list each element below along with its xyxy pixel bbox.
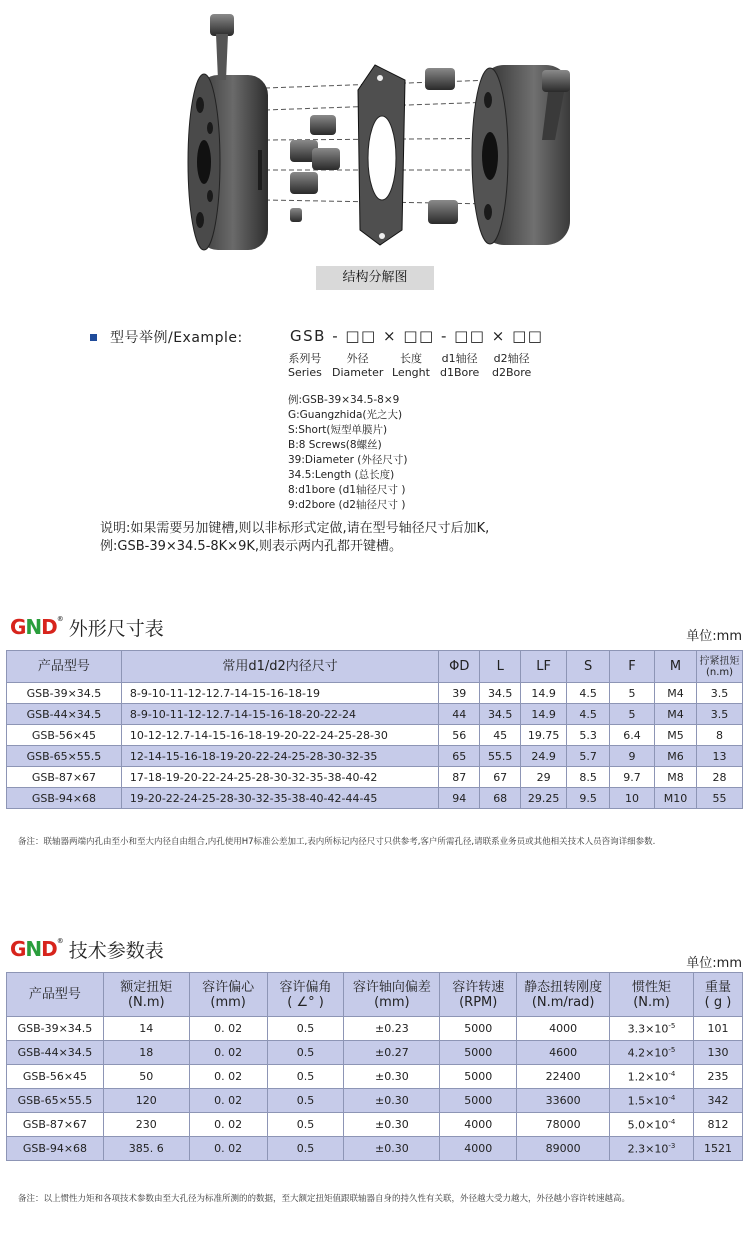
technical-section-title (10, 935, 164, 963)
cell-f: 5 (610, 704, 655, 725)
note-line: B:8 Screws(8螺丝) (288, 439, 382, 451)
cell-torque: 50 (103, 1065, 189, 1089)
inertia-base: 2.3×10 (627, 1142, 669, 1156)
header-line: 静态扭转刚度 (524, 979, 603, 995)
col-stiffness (517, 973, 610, 1017)
cell-f: 5 (610, 683, 655, 704)
remark-line: 说明:如果需要另加键槽,则以非标形式定做,请在型号轴径尺寸后加K, (100, 521, 490, 536)
cell-s: 8.5 (567, 767, 610, 788)
technical-footnote: 备注：以上惯性力矩和各项技术参数由至大孔径为标准所测的的数据，至大额定扭矩值跟联轴器自身的持久性有关联，外径越大受力越大，外径越小容许转速越高。 (18, 1194, 631, 1204)
left-hub (188, 74, 268, 250)
col-angle (267, 973, 344, 1017)
col-eccentricity (189, 973, 267, 1017)
cell-weight: 235 (693, 1065, 742, 1089)
cell-model: GSB-94×68 (7, 788, 122, 809)
cell-s: 9.5 (567, 788, 610, 809)
cell-speed: 5000 (440, 1089, 517, 1113)
legend-en: d2Bore (492, 366, 532, 379)
table-row (7, 1089, 743, 1113)
cell-model: GSB-87×67 (7, 767, 122, 788)
cell-t: 8 (696, 725, 742, 746)
cell-weight: 1521 (693, 1137, 742, 1161)
cell-axial: ±0.30 (344, 1137, 440, 1161)
cell-od: 87 (439, 767, 480, 788)
cell-model: GSB-87×67 (7, 1113, 104, 1137)
col-l: L (480, 651, 521, 683)
code-notes (288, 393, 407, 513)
cell-bores: 8-9-10-11-12-12.7-14-15-16-18-20-22-24 (121, 704, 438, 725)
cell-m: M4 (655, 704, 697, 725)
note-line: G:Guangzhida(光之大) (288, 409, 403, 421)
cell-lf: 29 (521, 767, 567, 788)
col-inertia (610, 973, 694, 1017)
logo-d: D (41, 615, 57, 639)
legend-en: d1Bore (440, 366, 480, 379)
note-line: 9:d2bore (d2轴径尺寸 ) (288, 499, 406, 511)
cell-model: GSB-39×34.5 (7, 1017, 104, 1041)
example-heading: 型号举例/Example: (110, 330, 243, 346)
cell-t: 28 (696, 767, 742, 788)
diagram-caption: 结构分解图 (316, 266, 434, 290)
cell-stiff: 78000 (517, 1113, 610, 1137)
cell-torque: 230 (103, 1113, 189, 1137)
cell-weight: 101 (693, 1017, 742, 1041)
cell-od: 94 (439, 788, 480, 809)
cell-t: 55 (696, 788, 742, 809)
inertia-exponent: -4 (668, 1093, 676, 1102)
col-torque (696, 651, 742, 683)
cell-t: 3.5 (696, 704, 742, 725)
cell-ang: 0.5 (267, 1113, 344, 1137)
inertia-exponent: -5 (668, 1045, 676, 1054)
note-line: 39:Diameter (外径尺寸) (288, 454, 408, 466)
dimensions-section-title (10, 613, 164, 641)
cell-f: 9.7 (610, 767, 655, 788)
logo-g: G (10, 937, 26, 961)
clamp-screw (210, 14, 234, 80)
cell-od: 56 (439, 725, 480, 746)
remark-line: 例:GSB-39×34.5-8K×9K,则表示两内孔都开键槽。 (100, 539, 403, 554)
cell-stiff: 22400 (517, 1065, 610, 1089)
header-line: 额定扭矩 (120, 979, 173, 995)
bullet-square-icon (90, 334, 97, 341)
cell-ecc: 0. 02 (189, 1041, 267, 1065)
table-row (7, 746, 743, 767)
cell-lf: 19.75 (521, 725, 567, 746)
cell-inertia (610, 1089, 694, 1113)
cell-m: M10 (655, 788, 697, 809)
col-lf: LF (521, 651, 567, 683)
diaphragm-disc (358, 65, 405, 245)
inertia-exponent: -4 (668, 1069, 676, 1078)
cell-ang: 0.5 (267, 1041, 344, 1065)
header-line: (mm) (210, 994, 246, 1010)
legend-diameter (332, 352, 383, 380)
cell-l: 55.5 (480, 746, 521, 767)
col-bores: 常用d1/d2内径尺寸 (121, 651, 438, 683)
table-row (7, 788, 743, 809)
inertia-exponent: -3 (668, 1141, 676, 1150)
section-title-text: 外形尺寸表 (68, 617, 164, 640)
cell-lf: 14.9 (521, 704, 567, 725)
note-line: 8:d1bore (d1轴径尺寸 ) (288, 484, 406, 496)
table-row (7, 704, 743, 725)
logo-n: N (25, 937, 42, 961)
gnd-logo (10, 937, 63, 961)
cell-torque: 120 (103, 1089, 189, 1113)
table-row (7, 1137, 743, 1161)
header-line: 拧紧扭矩 (699, 655, 740, 667)
cell-lf: 14.9 (521, 683, 567, 704)
cell-s: 4.5 (567, 683, 610, 704)
header-line: (N.m) (633, 994, 670, 1010)
cell-lf: 24.9 (521, 746, 567, 767)
cell-bores: 17-18-19-20-22-24-25-28-30-32-35-38-40-42 (121, 767, 438, 788)
cell-model: GSB-94×68 (7, 1137, 104, 1161)
cell-f: 10 (610, 788, 655, 809)
exploded-view-diagram (170, 0, 590, 258)
header-line: ( g ) (704, 994, 732, 1010)
cell-f: 9 (610, 746, 655, 767)
cell-s: 5.3 (567, 725, 610, 746)
table-header-row (7, 651, 743, 683)
cell-m: M8 (655, 767, 697, 788)
table-row (7, 1017, 743, 1041)
cell-ecc: 0. 02 (189, 1113, 267, 1137)
cell-t: 13 (696, 746, 742, 767)
cell-inertia (610, 1017, 694, 1041)
inertia-base: 1.5×10 (627, 1094, 669, 1108)
keyway-remarks (100, 520, 489, 556)
cell-inertia (610, 1041, 694, 1065)
logo-n: N (25, 615, 42, 639)
cell-s: 5.7 (567, 746, 610, 767)
cell-weight: 130 (693, 1041, 742, 1065)
legend-length (392, 352, 430, 380)
cell-speed: 4000 (440, 1113, 517, 1137)
cell-inertia (610, 1137, 694, 1161)
cell-bores: 10-12-12.7-14-15-16-18-19-20-22-24-25-28-30 (121, 725, 438, 746)
cell-stiff: 33600 (517, 1089, 610, 1113)
cell-speed: 4000 (440, 1137, 517, 1161)
inertia-base: 5.0×10 (627, 1118, 669, 1132)
header-line: (N.m/rad) (531, 994, 595, 1010)
cell-od: 65 (439, 746, 480, 767)
header-line: 容许偏心 (202, 979, 255, 995)
cell-model: GSB-56×45 (7, 1065, 104, 1089)
legend-en: Series (288, 366, 322, 379)
note-line: 例:GSB-39×34.5-8×9 (288, 394, 400, 406)
cell-m: M5 (655, 725, 697, 746)
cell-bores: 8-9-10-11-12-12.7-14-15-16-18-19 (121, 683, 438, 704)
cell-model: GSB-39×34.5 (7, 683, 122, 704)
legend-cn: 外径 (346, 352, 369, 365)
legend-d2bore (492, 352, 531, 380)
table-row (7, 1065, 743, 1089)
cell-s: 4.5 (567, 704, 610, 725)
cell-f: 6.4 (610, 725, 655, 746)
technical-unit: 单位:mm (686, 956, 742, 971)
cell-axial: ±0.30 (344, 1113, 440, 1137)
gnd-logo (10, 615, 63, 639)
cell-model: GSB-44×34.5 (7, 1041, 104, 1065)
cell-lf: 29.25 (521, 788, 567, 809)
header-line: (RPM) (459, 994, 498, 1010)
col-f: F (610, 651, 655, 683)
cell-model: GSB-65×55.5 (7, 746, 122, 767)
cell-l: 34.5 (480, 683, 521, 704)
header-line: (N.m) (127, 994, 165, 1010)
cell-ang: 0.5 (267, 1017, 344, 1041)
logo-g: G (10, 615, 26, 639)
inertia-base: 4.2×10 (627, 1046, 669, 1060)
inertia-base: 1.2×10 (627, 1070, 669, 1084)
header-line: 容许偏角 (279, 979, 332, 995)
inertia-exponent: -5 (668, 1021, 676, 1030)
header-line: (mm) (374, 994, 410, 1010)
cell-l: 67 (480, 767, 521, 788)
legend-series (288, 352, 322, 380)
col-od: ΦD (439, 651, 480, 683)
dimensions-footnote: 备注：联轴器两端内孔由至小和至大内径自由组合,内孔使用H7标准公差加工,表内所标记内径尺寸只供参考,客户所需孔径,请联系业务员或其他相关技术人员咨询详细参数. (18, 837, 656, 847)
logo-reg: ® (56, 937, 63, 945)
cell-model: GSB-44×34.5 (7, 704, 122, 725)
cell-l: 68 (480, 788, 521, 809)
header-line: 容许轴向偏差 (352, 979, 431, 995)
cell-m: M4 (655, 683, 697, 704)
cell-bores: 19-20-22-24-25-28-30-32-35-38-40-42-44-45 (121, 788, 438, 809)
cell-axial: ±0.30 (344, 1065, 440, 1089)
note-line: S:Short(短型单膜片) (288, 424, 388, 436)
col-s: S (567, 651, 610, 683)
cell-speed: 5000 (440, 1017, 517, 1041)
col-speed (440, 973, 517, 1017)
cell-l: 34.5 (480, 704, 521, 725)
table-row (7, 1113, 743, 1137)
cell-l: 45 (480, 725, 521, 746)
cell-torque: 18 (103, 1041, 189, 1065)
col-weight (693, 973, 742, 1017)
cell-axial: ±0.23 (344, 1017, 440, 1041)
inertia-base: 3.3×10 (627, 1022, 669, 1036)
cell-t: 3.5 (696, 683, 742, 704)
col-model: 产品型号 (7, 651, 122, 683)
section-title-text: 技术参数表 (68, 939, 164, 962)
col-axial (344, 973, 440, 1017)
cell-axial: ±0.27 (344, 1041, 440, 1065)
legend-en: Lenght (392, 366, 430, 379)
col-model: 产品型号 (7, 973, 104, 1017)
legend-cn: 长度 (399, 352, 422, 365)
cell-ang: 0.5 (267, 1065, 344, 1089)
dimensions-unit: 单位:mm (686, 629, 742, 644)
logo-d: D (41, 937, 57, 961)
cell-od: 39 (439, 683, 480, 704)
legend-cn: d1轴径 (441, 352, 478, 365)
header-line: 重量 (704, 979, 731, 995)
table-header-row (7, 973, 743, 1017)
cell-stiff: 89000 (517, 1137, 610, 1161)
cell-model: GSB-56×45 (7, 725, 122, 746)
cell-inertia (610, 1065, 694, 1089)
right-hub (472, 65, 570, 245)
cell-model: GSB-65×55.5 (7, 1089, 104, 1113)
table-row (7, 725, 743, 746)
legend-en: Diameter (332, 366, 384, 379)
legend-d1bore (440, 352, 479, 380)
header-line: 惯性矩 (632, 979, 672, 995)
header-line: ( ∠° ) (287, 994, 324, 1010)
table-row (7, 767, 743, 788)
cell-m: M6 (655, 746, 697, 767)
header-line: (n.m) (705, 666, 734, 678)
col-torque (103, 973, 189, 1017)
header-line: 容许转速 (452, 979, 505, 995)
cell-torque: 385. 6 (103, 1137, 189, 1161)
cell-stiff: 4600 (517, 1041, 610, 1065)
cell-axial: ±0.30 (344, 1089, 440, 1113)
cell-ecc: 0. 02 (189, 1065, 267, 1089)
table-row (7, 1041, 743, 1065)
table-row (7, 683, 743, 704)
cell-ecc: 0. 02 (189, 1017, 267, 1041)
cell-ang: 0.5 (267, 1137, 344, 1161)
cell-inertia (610, 1113, 694, 1137)
cell-speed: 5000 (440, 1041, 517, 1065)
cell-torque: 14 (103, 1017, 189, 1041)
technical-table (6, 972, 743, 1161)
example-code: GSB - □□ × □□ - □□ × □□ (290, 327, 544, 345)
cell-ecc: 0. 02 (189, 1089, 267, 1113)
cell-ecc: 0. 02 (189, 1137, 267, 1161)
cell-bores: 12-14-15-16-18-19-20-22-24-25-28-30-32-35 (121, 746, 438, 767)
legend-cn: 系列号 (288, 352, 322, 365)
legend-cn: d2轴径 (493, 352, 530, 365)
inertia-exponent: -4 (668, 1117, 676, 1126)
logo-reg: ® (56, 615, 63, 623)
cell-ang: 0.5 (267, 1089, 344, 1113)
note-line: 34.5:Length (总长度) (288, 469, 395, 481)
cell-stiff: 4000 (517, 1017, 610, 1041)
col-m: M (655, 651, 697, 683)
cell-weight: 342 (693, 1089, 742, 1113)
cell-weight: 812 (693, 1113, 742, 1137)
cell-od: 44 (439, 704, 480, 725)
dimensions-table (6, 650, 743, 809)
cell-speed: 5000 (440, 1065, 517, 1089)
